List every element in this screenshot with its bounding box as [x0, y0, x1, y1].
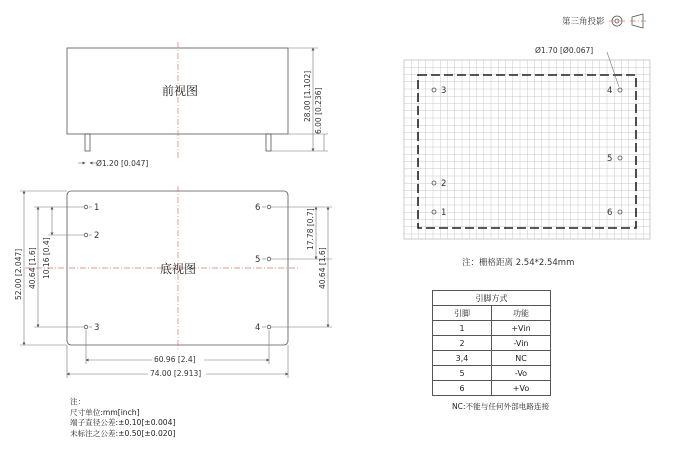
- dim-pin-height: 40.64 [1.6]: [28, 247, 37, 289]
- front-pin-left: [85, 134, 90, 151]
- svg-text:1: 1: [94, 203, 100, 213]
- pin-table: [432, 290, 551, 396]
- notes-heading: 注：: [70, 397, 86, 406]
- dim-pin56: 17.78 [0.7]: [306, 208, 315, 250]
- third-angle-icon: [609, 14, 646, 28]
- dim-pin-span: 60.96 [2.4]: [154, 355, 196, 364]
- svg-text:1: 1: [441, 208, 447, 218]
- svg-text:4: 4: [607, 86, 613, 96]
- bottom-view-title: 底视图: [160, 262, 197, 276]
- svg-text:5: 5: [607, 154, 613, 164]
- svg-text:6: 6: [607, 208, 613, 218]
- table-row: 5 -Vo: [433, 366, 551, 381]
- pin-2: [84, 231, 99, 241]
- pin-length-dim: 6.00 [0.236]: [314, 87, 323, 134]
- pin-table-header: 引脚: [433, 306, 492, 321]
- note-line: 未标注之公差:±0.50[±0.020]: [70, 428, 176, 438]
- grid-note: 注：栅格距离 2.54*2.54mm: [462, 258, 575, 268]
- pin-1: [84, 203, 99, 213]
- dim-right-pins: 40.64 [1.6]: [318, 247, 327, 289]
- svg-text:5: 5: [255, 255, 261, 265]
- svg-text:3: 3: [94, 323, 100, 333]
- projection-label: 第三角投影: [562, 17, 605, 27]
- front-pin-right: [266, 134, 271, 151]
- svg-text:6: 6: [255, 203, 261, 213]
- svg-text:3: 3: [441, 86, 447, 96]
- notes-block: [70, 397, 175, 439]
- table-row: 1 +Vin: [433, 321, 551, 336]
- pin-6: [255, 203, 271, 213]
- pin-table-header: 功能: [492, 306, 551, 321]
- front-view: [67, 42, 328, 168]
- hole-diameter-dim: Ø1.70 [Ø0.067]: [535, 46, 594, 55]
- pin-diameter-dim: Ø1.20 [0.047]: [96, 159, 149, 168]
- pin-3: [84, 323, 99, 333]
- svg-text:4: 4: [255, 323, 261, 333]
- projection-symbol: [562, 14, 646, 28]
- height-dim: 28.00 [1.102]: [303, 70, 312, 122]
- svg-text:2: 2: [94, 231, 100, 241]
- front-view-title: 前视图: [162, 84, 199, 98]
- table-row: 2 -Vin: [433, 336, 551, 351]
- pin-4: [255, 323, 271, 333]
- svg-text:2: 2: [441, 179, 447, 189]
- dim-pin12: 10.16 [0.4]: [42, 237, 51, 279]
- pin-table-footnote: NC:不能与任何外部电路连接: [452, 402, 550, 411]
- note-line: 尺寸单位:mm[inch]: [70, 407, 140, 417]
- dim-total-width: 74.00 [2.913]: [150, 369, 202, 378]
- table-row: 6 +Vo: [433, 381, 551, 396]
- pin-table-title: 引脚方式: [433, 291, 551, 306]
- dim-total-height: 52.00 [2.047]: [14, 248, 23, 300]
- pcb-layout: [404, 46, 650, 268]
- note-line: 端子直径公差:±0.10[±0.004]: [70, 418, 176, 427]
- pin-5: [255, 255, 271, 265]
- bottom-view: [14, 186, 332, 378]
- table-row: 3,4 NC: [433, 351, 551, 366]
